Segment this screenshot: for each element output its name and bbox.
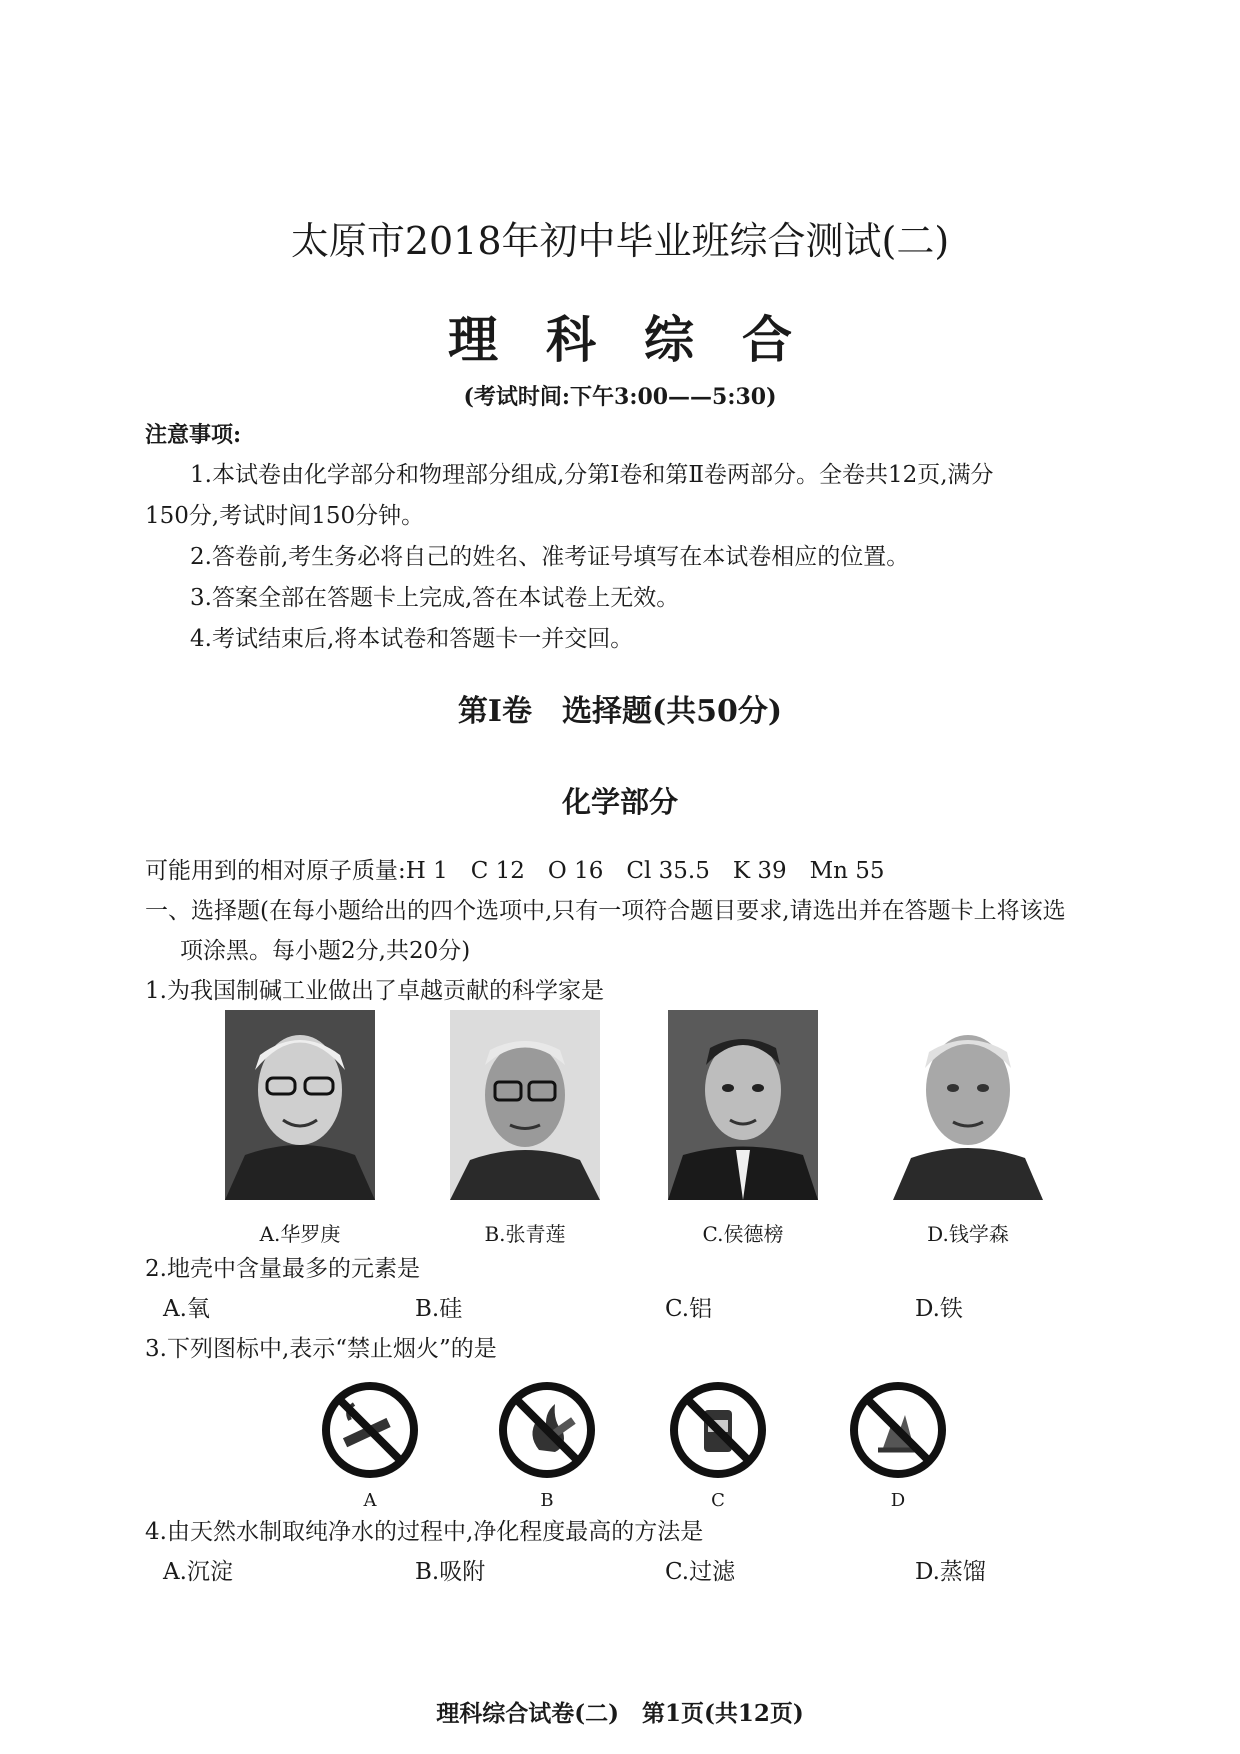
note-item: 3.答案全部在答题卡上完成,答在本试卷上无效。 xyxy=(190,585,680,611)
option-c: C.侯德榜 xyxy=(702,1222,784,1246)
no-flammable-sign-icon xyxy=(668,1380,768,1480)
option-a: A.沉淀 xyxy=(163,1559,233,1585)
sign-label-b: B xyxy=(540,1490,554,1511)
option-b: B.硅 xyxy=(415,1296,463,1322)
note-item: 2.答卷前,考生务必将自己的姓名、准考证号填写在本试卷相应的位置。 xyxy=(190,544,910,570)
question-1-stem: 1.为我国制碱工业做出了卓越贡献的科学家是 xyxy=(145,978,604,1004)
instructions-line: 项涂黑。每小题2分,共20分) xyxy=(180,938,471,964)
exam-title: 太原市2018年初中毕业班综合测试(二) xyxy=(290,219,950,263)
notes-heading: 注意事项: xyxy=(145,422,242,448)
option-c: C.铝 xyxy=(665,1296,713,1322)
portrait-c-image xyxy=(668,1010,818,1200)
question-2-stem: 2.地壳中含量最多的元素是 xyxy=(145,1256,420,1282)
note-item: 1.本试卷由化学部分和物理部分组成,分第Ⅰ卷和第Ⅱ卷两部分。全卷共12页,满分 xyxy=(190,462,994,488)
option-a: A.氧 xyxy=(163,1296,210,1322)
portrait-b-image xyxy=(450,1010,600,1200)
no-open-flame-sign-icon xyxy=(497,1380,597,1480)
sign-label-a: A xyxy=(363,1490,377,1511)
instructions-line: 一、选择题(在每小题给出的四个选项中,只有一项符合题目要求,请选出并在答题卡上将该选 xyxy=(145,898,1066,924)
subject-title: 理科综合 xyxy=(448,310,840,369)
no-smoking-sign-icon xyxy=(320,1380,420,1480)
option-a: A.华罗庚 xyxy=(259,1222,341,1246)
note-item: 4.考试结束后,将本试卷和答题卡一并交回。 xyxy=(190,626,634,652)
option-b: B.张青莲 xyxy=(484,1222,566,1246)
option-d: D.蒸馏 xyxy=(915,1559,986,1585)
note-item: 150分,考试时间150分钟。 xyxy=(145,503,425,529)
sign-label-d: D xyxy=(890,1490,906,1511)
question-4-stem: 4.由天然水制取纯净水的过程中,净化程度最高的方法是 xyxy=(145,1519,704,1545)
sign-label-c: C xyxy=(711,1490,725,1511)
option-b: B.吸附 xyxy=(415,1559,486,1585)
portrait-a-image xyxy=(225,1010,375,1200)
page-footer: 理科综合试卷(二) 第1页(共12页) xyxy=(436,1700,804,1727)
question-3-stem: 3.下列图标中,表示“禁止烟火”的是 xyxy=(145,1336,497,1362)
option-d: D.铁 xyxy=(915,1296,963,1322)
no-burning-sign-icon xyxy=(848,1380,948,1480)
part-title: 化学部分 xyxy=(561,785,678,819)
option-d: D.钱学森 xyxy=(927,1222,1009,1246)
exam-time: (考试时间:下午3:00——5:30) xyxy=(463,384,777,410)
option-c: C.过滤 xyxy=(665,1559,736,1585)
atomic-masses: 可能用到的相对原子质量:H 1 C 12 O 16 Cl 35.5 K 39 Mn 55 xyxy=(145,858,885,884)
section-title: 第Ⅰ卷 选择题(共50分) xyxy=(457,694,783,729)
portrait-d-image xyxy=(893,1010,1043,1200)
